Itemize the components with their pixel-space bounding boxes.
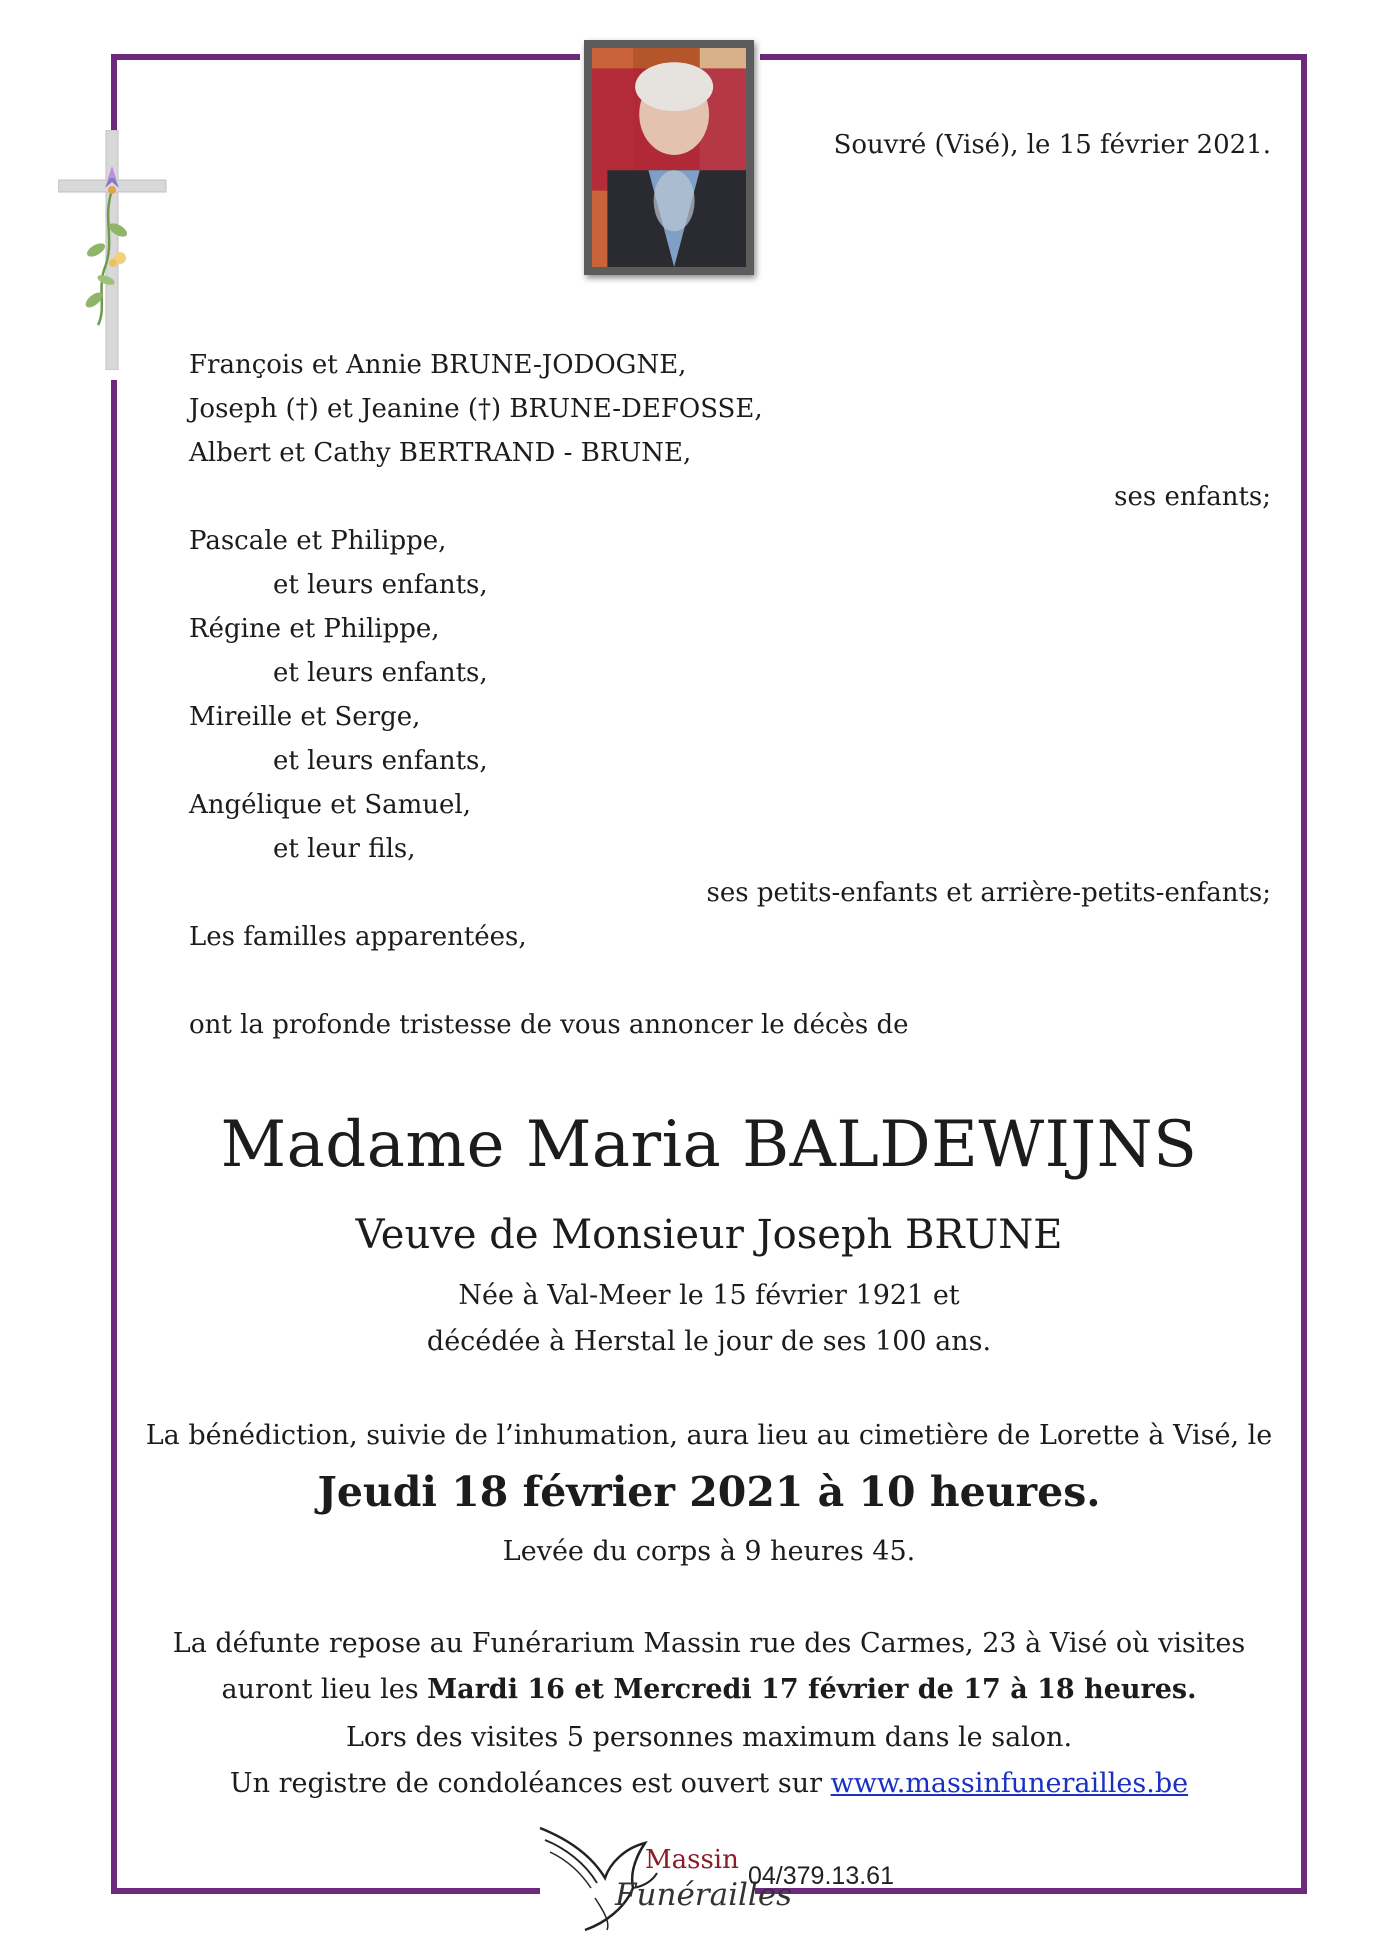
announcement-line: ont la profonde tristesse de vous annoncer le décès de [189,1010,909,1040]
visits-schedule: Mardi 16 et Mercredi 17 février de 17 à 18 heures. [427,1674,1197,1705]
child-line-2: Joseph (†) et Jeanine (†) BRUNE-DEFOSSE, [189,394,763,424]
phone-number: 04/379.13.61 [748,1862,894,1890]
border-frame [111,54,1307,1894]
visits-line-4-prefix: Un registre de condoléances est ouvert sur [229,1768,831,1799]
grandchild-line-2: et leurs enfants, [273,570,488,600]
grandchild-line-1: Pascale et Philippe, [189,526,447,556]
child-line-3: Albert et Cathy BERTRAND - BRUNE, [189,438,692,468]
visits-line-4 [111,1768,1307,1799]
website-link[interactable]: www.massinfunerailles.be [830,1768,1189,1799]
levee-line: Levée du corps à 9 heures 45. [502,1536,916,1567]
deceased-photo [584,40,754,275]
ceremony-intro: La bénédiction, suivie de l’inhumation, aura lieu au cimetière de Lorette à Visé, le [145,1420,1273,1451]
grandchild-line-7: Angélique et Samuel, [189,790,472,820]
widow-of: Veuve de Monsieur Joseph BRUNE [355,1212,1063,1258]
grandchild-line-4: et leurs enfants, [273,658,488,688]
visits-line-2-prefix: auront lieu les [221,1674,428,1705]
died-line: décédée à Herstal le jour de ses 100 ans. [426,1326,992,1357]
children-label: ses enfants; [1114,482,1271,512]
visits-line-2 [111,1674,1307,1705]
dove-logo-icon [535,1818,745,1933]
logo-massin: Massin [645,1845,739,1875]
visits-line-1: La défunte repose au Funérarium Massin rue des Carmes, 23 à Visé où visites [172,1628,1246,1659]
deceased-name: Madame Maria BALDEWIJNS [220,1108,1198,1182]
born-line: Née à Val-Meer le 15 février 1921 et [458,1280,960,1311]
child-line-1: François et Annie BRUNE-JODOGNE, [189,350,687,380]
visits-line-3: Lors des visites 5 personnes maximum dans le salon. [345,1722,1073,1753]
grandchildren-label: ses petits-enfants et arrière-petits-enfants; [706,878,1271,908]
grandchild-line-3: Régine et Philippe, [189,614,440,644]
grandchild-line-8: et leur fils, [273,834,416,864]
logo-funerailles: Funérailles [615,1877,793,1913]
grandchild-line-6: et leurs enfants, [273,746,488,776]
cross-icon [58,130,168,370]
ceremony-date: Jeudi 18 février 2021 à 10 heures. [317,1468,1101,1516]
place-date: Souvré (Visé), le 15 février 2021. [833,130,1271,160]
relatives-line: Les familles apparentées, [189,922,527,952]
grandchild-line-5: Mireille et Serge, [189,702,421,732]
